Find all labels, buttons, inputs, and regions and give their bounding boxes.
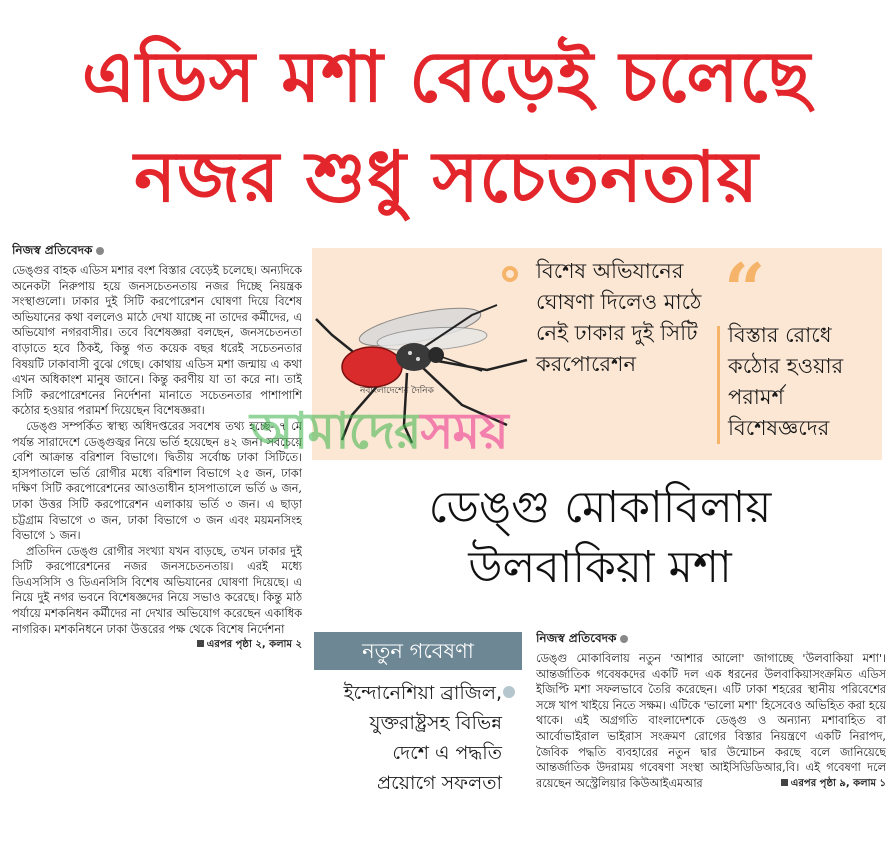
left-continued-text: এরপর পৃষ্ঠা ২, কলাম ২ [206, 639, 302, 651]
feature-quote-1: বিশেষ অভিযানের ঘোষণা দিলেও মাঠে নেই ঢাকার দুই সিটি করপোরেশন [536, 259, 702, 376]
second-headline [312, 478, 888, 598]
right-byline-text: নিজস্ব প্রতিবেদক [536, 631, 617, 645]
second-headline-line-1: ডেঙ্গু মোকাবিলায় [428, 482, 772, 533]
feature-quote-2: বিস্তার রোধে কঠোর হওয়ার পরামর্শ বিশেষজ্ঞদের [728, 323, 844, 440]
byline-dot-icon [96, 247, 104, 255]
left-paragraph-3-text: প্রতিদিন ডেঙ্গু রোগীর সংখ্যা যখন বাড়ছে, তখন ঢাকার দুই সিটি করপোরেশনের নজর জনসচেতনতায়। এরই মধ্যে ডিএসসিসি ও ডিএনসিসি বিশেষ অভিযানের ঘোষণা দিয়েছে। এ নিয়ে দুই নগর ভবনে বিশেষজ্ঞদের নিয়ে সভাও করেছে। কিন্তু মাঠ পর্যায়ে মশকনিধন কর্মীদের না দেখার অভিযোগ করেছেন একাধিক নাগরিক। মশকনিধনে ঢাকা উত্তরের পক্ষ থেকে বিশেষ নির্দেশনা [12, 544, 302, 636]
kicker-dot-icon [503, 686, 515, 698]
right-paragraph-text: ডেঙ্গু মোকাবিলায় নতুন 'আশার আলো' জাগাচ্ছে 'উলবাকিয়া মশা'। আন্তর্জাতিক গবেষকদের একটি দল এক ধরনের উলবাকিয়াসংক্রমিত এডিস ইজিপ্টি মশা সফলভাবে তৈরি করেছেন। এটি ঢাকা শহরের স্থানীয় পরিবেশের সঙ্গে খাপ খাইয়ে নিতে সক্ষম। এটিকে 'ভালো মশা' হিসেবেও অভিহিত করা হয়ে থাকে। এই অগ্রগতি বাংলাদেশকে ডেঙ্গু ও অন্যান্য মশাবাহিত বা আর্বোভাইরাল ভাইরাস সংক্রমণ রোগের বিস্তার নিয়ন্ত্রণে একটি নিরাপদ, জৈবিক পদ্ধতি ব্যবহারের নতুন দ্বার উন্মোচন করছে বলে জানিয়েছে আন্তর্জাতিক উদরাময় গবেষণা সংস্থা আইসিডিডিআর,বি। এই গবেষণা দলে রয়েছেন অস্ট্রেলিয়ার কিউআইএমআর [536, 652, 886, 790]
right-continued [781, 776, 886, 792]
left-paragraph-2: ডেঙ্গু সম্পর্কিত স্বাস্থ্য অধিদপ্তরের সবশেষ তথ্য হচ্ছে- ৭ মে পর্যন্ত সারাদেশে ডেঙ্গুজ্বর নিয়ে ভর্তি হয়েছেন ৪২ জন। সবচেয়ে বেশি আক্রান্ত বরিশাল বিভাগে। দ্বিতীয় সর্বোচ্চ ঢাকা সিটিতে। হাসপাতালে ভর্তি রোগীর মধ্যে বরিশাল বিভাগে ২৫ জন, ঢাকা দক্ষিণ সিটি করপোরেশনের আওতাধীন হাসপাতালে ভর্তি ৬ জন, ঢাকা উত্তর সিটি করপোরেশন এলাকায় ভর্তি ৩ জন। এ ছাড়া চট্টগ্রাম বিভাগে ৩ জন, ঢাকা বিভাগে ৩ জন এবং ময়মনসিংহ বিভাগে ১ জন। [12, 419, 302, 543]
left-paragraph-3 [12, 544, 302, 651]
headline-line-1: এডিস মশা বেড়েই চলেছে [81, 36, 812, 118]
left-byline-text: নিজস্ব প্রতিবেদক [12, 243, 93, 257]
left-paragraph-1: ডেঙ্গুর বাহক এডিস মশার বংশ বিস্তার বেড়েই চলেছে। অন্যদিকে অনেকটা নিরুপায় হয়ে জনসচেতনতায় নজর দিচ্ছে নিয়ন্ত্রক সংস্থাগুলো। ঢাকার দুই সিটি করপোরেশন ঘোষণা দিয়ে বিশেষ অভিযানের কথা বললেও মাঠে দেখা যাচ্ছে না তাদের কর্মীদের, এ অভিযোগ নগরবাসীর। তবে বিশেষজ্ঞরা বলছেন, জনসচেতনতা বাড়াতে হবে ঠিকই, কিন্তু গত কয়েক বছর ধরেই সচেতনতার বিষয়টি ঢাকাবাসী বুঝে গেছে। কোথায় এডিস মশা জন্মায় এ কথা এখন অধিকাংশ মানুষ জানে। কিন্তু করণীয় যা তা করে না। তাই সিটি করপোরেশনের নির্দেশনা মানাতে সচেতনতার পাশাপাশি কঠোর হওয়ার পরামর্শ দিয়েছেন বিশেষজ্ঞরা। [12, 264, 302, 418]
byline-dot-icon [620, 635, 628, 643]
continued-square-icon [197, 640, 204, 647]
section-tag: নতুন গবেষণা [314, 632, 522, 670]
left-byline [12, 242, 302, 262]
watermark-logo [250, 394, 508, 477]
headline-line-2: নজর শুধু সচেতনতায় [134, 136, 759, 218]
right-byline [536, 630, 886, 650]
second-kicker: ইন্দোনেশিয়া ব্রাজিল, যুক্তরাষ্ট্রসহ বিভিন্ন দেশে এ পদ্ধতি প্রয়োগে সফলতা [343, 682, 502, 794]
left-story [12, 242, 302, 837]
left-continued [183, 637, 302, 653]
feature-divider [717, 326, 720, 444]
watermark-tagline: নবাংলাদেশের দৈনিক [360, 386, 434, 396]
watermark-part-2: সময় [420, 402, 508, 460]
right-story [536, 630, 886, 840]
main-headline [0, 0, 893, 240]
quote-mark-icon: “ [724, 248, 766, 332]
right-continued-text: এরপর পৃষ্ঠা ৯, কলাম ১ [790, 777, 886, 789]
continued-square-icon [781, 779, 788, 786]
watermark-part-1: আমাদের [250, 402, 421, 460]
second-headline-line-2: উলবাকিয়া মশা [468, 542, 732, 593]
right-paragraph [536, 651, 886, 791]
